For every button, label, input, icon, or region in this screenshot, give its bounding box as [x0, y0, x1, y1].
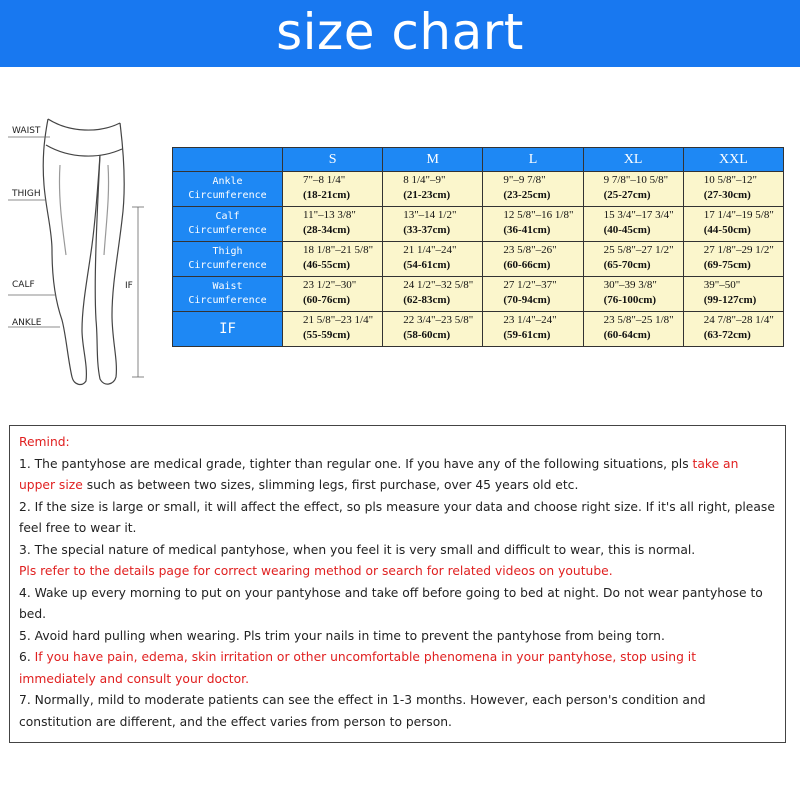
remind-item: Pls refer to the details page for correct wearing method or search for related videos on youtube.: [19, 564, 613, 578]
cm-range: (60-76cm): [303, 294, 351, 306]
inch-range: 25 5/8"–27 1/2": [603, 244, 674, 256]
inch-range: 23 1/4"–24": [503, 314, 557, 326]
size-header: S: [283, 148, 383, 172]
cm-range: (23-25cm): [503, 189, 551, 201]
row-label: Thigh: [212, 246, 243, 257]
cm-range: (69-75cm): [703, 259, 751, 271]
table-cell: [383, 312, 483, 347]
inch-range: 9"–9 7/8": [503, 174, 546, 186]
size-header: L: [483, 148, 583, 172]
row-header: [173, 242, 283, 277]
remind-item: 7. Normally, mild to moderate patients can see the effect in 1-3 months. However, each person's condition and constitution are different, and the effect varies from person to person.: [19, 693, 706, 729]
page-title: size chart: [276, 3, 524, 61]
remind-item: 6. If you have pain, edema, skin irritation or other uncomfortable phenomena in your pantyhose, stop using it immediately and consult your doctor.: [19, 650, 697, 686]
table-row: [173, 172, 784, 207]
inch-range: 23 5/8"–26": [503, 244, 557, 256]
cm-range: (44-50cm): [703, 224, 751, 236]
table-cell: [483, 242, 583, 277]
inch-range: 13"–14 1/2": [403, 209, 457, 221]
remind-title: Remind:: [19, 435, 70, 449]
header-banner: [0, 0, 800, 67]
cm-range: (46-55cm): [303, 259, 351, 271]
cm-range: (63-72cm): [703, 329, 751, 341]
row-label: Waist: [212, 281, 243, 292]
cm-range: (62-83cm): [403, 294, 451, 306]
table-row: [173, 242, 784, 277]
cm-range: (70-94cm): [503, 294, 551, 306]
inch-range: 18 1/8"–21 5/8": [303, 244, 374, 256]
cm-range: (55-59cm): [303, 329, 351, 341]
inch-range: 24 1/2"–32 5/8": [403, 279, 474, 291]
table-cell: [283, 207, 383, 242]
table-cell: [383, 172, 483, 207]
table-cell: [383, 207, 483, 242]
table-row: [173, 312, 784, 347]
cm-range: (65-70cm): [603, 259, 651, 271]
remind-item: 5. Avoid hard pulling when wearing. Pls trim your nails in time to prevent the pantyhose from being torn.: [19, 628, 665, 643]
size-header: M: [383, 148, 483, 172]
table-cell: [483, 172, 583, 207]
if-label: IF: [125, 281, 133, 291]
row-label-sub: Circumference: [188, 225, 267, 236]
row-label-sub: Circumference: [188, 260, 267, 271]
cm-range: (99-127cm): [703, 294, 757, 306]
inch-range: 30"–39 3/8": [603, 279, 657, 291]
row-header: [173, 312, 283, 347]
size-table: [172, 147, 784, 347]
table-cell: [483, 312, 583, 347]
waist-label: WAIST: [12, 126, 41, 136]
inch-range: 21 5/8"–23 1/4": [303, 314, 374, 326]
leg-outline-illustration: [0, 115, 170, 395]
table-cell: [383, 277, 483, 312]
size-header: XXL: [683, 148, 783, 172]
remind-item: 4. Wake up every morning to put on your pantyhose and take off before going to bed at night. Do not wear pantyhose to bed.: [19, 585, 763, 621]
inch-range: 8 1/4"–9": [403, 174, 446, 186]
table-row: [173, 207, 784, 242]
row-label: IF: [219, 321, 236, 337]
inch-range: 11"–13 3/8": [303, 209, 356, 221]
inch-range: 39"–50": [703, 279, 741, 291]
row-label: Calf: [215, 211, 240, 222]
cm-range: (60-66cm): [503, 259, 551, 271]
inch-range: 27 1/2"–37": [503, 279, 557, 291]
table-cell: [283, 312, 383, 347]
table-cell: [583, 242, 683, 277]
table-cell: [683, 312, 783, 347]
table-cell: [383, 242, 483, 277]
inch-range: 7"–8 1/4": [303, 174, 346, 186]
table-row: [173, 277, 784, 312]
row-header: [173, 277, 283, 312]
inch-range: 23 5/8"–25 1/8": [603, 314, 674, 326]
cm-range: (27-30cm): [703, 189, 751, 201]
leg-diagram: [0, 115, 170, 395]
cm-range: (36-41cm): [503, 224, 551, 236]
remind-box: [9, 425, 786, 743]
table-cell: [683, 172, 783, 207]
table-cell: [283, 277, 383, 312]
row-label-sub: Circumference: [188, 295, 267, 306]
remind-item: 2. If the size is large or small, it will affect the effect, so pls measure your data and choose right size. If it's all right, please feel free to wear it.: [19, 499, 775, 535]
table-header-row: [173, 148, 784, 172]
table-cell: [583, 277, 683, 312]
row-label: Ankle: [212, 176, 243, 187]
inch-range: 24 7/8"–28 1/4": [703, 314, 774, 326]
cm-range: (76-100cm): [603, 294, 657, 306]
inch-range: 15 3/4"–17 3/4": [603, 209, 674, 221]
inch-range: 22 3/4"–23 5/8": [403, 314, 474, 326]
row-label-sub: Circumference: [188, 190, 267, 201]
inch-range: 9 7/8"–10 5/8": [603, 174, 669, 186]
corner-cell: [173, 148, 283, 172]
cm-range: (28-34cm): [303, 224, 351, 236]
table-cell: [483, 207, 583, 242]
row-header: [173, 172, 283, 207]
table-cell: [483, 277, 583, 312]
size-header: XL: [583, 148, 683, 172]
cm-range: (40-45cm): [603, 224, 651, 236]
inch-range: 27 1/8"–29 1/2": [703, 244, 774, 256]
remind-item: 1. The pantyhose are medical grade, tighter than regular one. If you have any of the following situations, pls take an upper size such as between two sizes, slimming legs, first purchase, over 45 years old etc.: [19, 456, 739, 492]
inch-range: 21 1/4"–24": [403, 244, 457, 256]
table-cell: [683, 242, 783, 277]
table-cell: [583, 207, 683, 242]
remind-item: 3. The special nature of medical pantyhose, when you feel it is very small and difficult to wear, this is normal.: [19, 542, 696, 557]
table-cell: [683, 207, 783, 242]
inch-range: 17 1/4"–19 5/8": [703, 209, 774, 221]
cm-range: (59-61cm): [503, 329, 551, 341]
table-cell: [283, 242, 383, 277]
thigh-label: THIGH: [12, 189, 41, 199]
table-cell: [583, 312, 683, 347]
cm-range: (54-61cm): [403, 259, 451, 271]
cm-range: (25-27cm): [603, 189, 651, 201]
cm-range: (18-21cm): [303, 189, 351, 201]
table-cell: [283, 172, 383, 207]
inch-range: 12 5/8"–16 1/8": [503, 209, 574, 221]
inch-range: 23 1/2"–30": [303, 279, 357, 291]
cm-range: (58-60cm): [403, 329, 451, 341]
inch-range: 10 5/8"–12": [703, 174, 758, 186]
cm-range: (33-37cm): [403, 224, 451, 236]
ankle-label: ANKLE: [12, 318, 42, 328]
table-cell: [583, 172, 683, 207]
cm-range: (60-64cm): [603, 329, 651, 341]
cm-range: (21-23cm): [403, 189, 451, 201]
table-cell: [683, 277, 783, 312]
calf-label: CALF: [12, 280, 35, 290]
row-header: [173, 207, 283, 242]
